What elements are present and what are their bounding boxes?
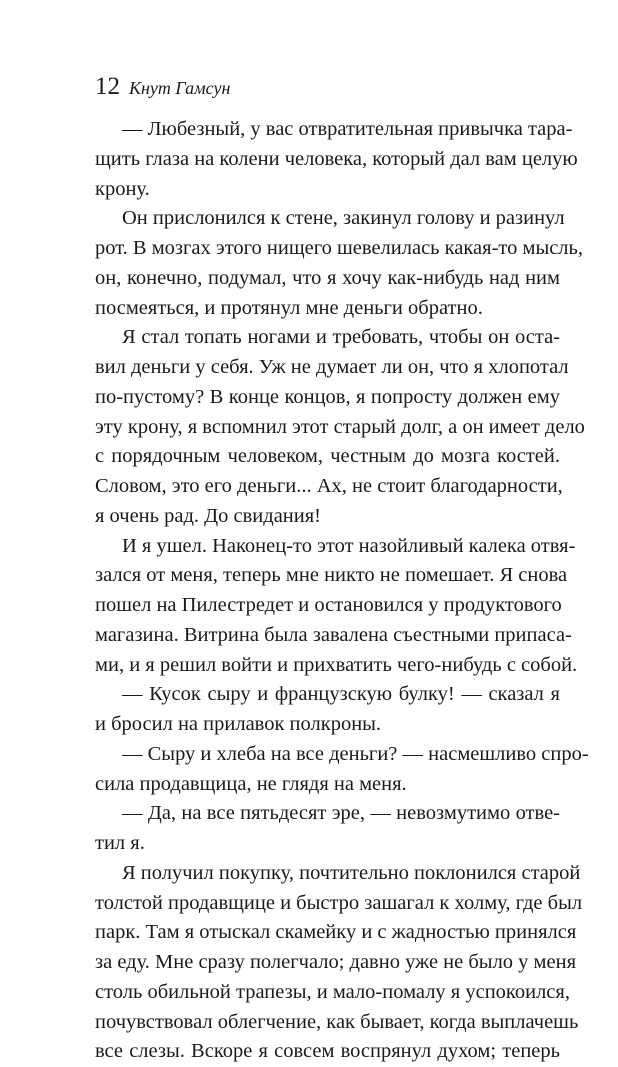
- paragraph: [95, 859, 583, 1067]
- text-line: вил деньги у себя. Уж не думает ли он, что я хлопотал: [95, 356, 569, 378]
- text-line: и бросил на прилавок полкроны.: [95, 713, 382, 735]
- text-line: зался от меня, теперь мне никто не помешает. Я снова: [95, 564, 568, 587]
- text-line: все слезы. Вскоре я совсем воспрянул духом; теперь: [95, 1040, 560, 1063]
- paragraph: [95, 680, 560, 740]
- text-line: Я стал топать ногами и требовать, чтобы он оста-: [122, 326, 560, 349]
- text-line: магазина. Витрина была завалена съестными припаса-: [95, 623, 572, 646]
- text-line: тил я.: [95, 832, 145, 854]
- paragraph: [95, 799, 560, 859]
- text-line: — Сыру и хлеба на все деньги? — насмешливо спро-: [122, 742, 589, 765]
- text-line: Словом, это его деньги... Ах, не стоит благодарности,: [95, 475, 563, 497]
- text-line: за еду. Мне сразу полегчало; давно уже не было у меня: [95, 951, 577, 973]
- text-line: — Да, на все пятьдесят эре, — невозмутимо отве-: [122, 802, 560, 825]
- text-line: он, конечно, подумал, что я хочу как-нибудь над ним: [95, 266, 560, 289]
- text-line: парк. Там я отыскал скамейку и с жадностью принялся: [95, 921, 577, 944]
- running-title: Кнут Гамсун: [129, 78, 231, 98]
- text-line: И я ушел. Наконец-то этот назойливый калека отвя-: [122, 534, 576, 557]
- text-line: ми, и я решил войти и прихватить чего-нибудь с собой.: [95, 653, 578, 676]
- page-header: [95, 73, 230, 101]
- body-text: [95, 115, 589, 1067]
- paragraph: [95, 323, 585, 531]
- text-line: — Кусок сыру и французскую булку! — сказал я: [122, 683, 560, 706]
- text-line: почувствовал облегчение, как бывает, когда выплачешь: [95, 1010, 579, 1033]
- text-line: рот. В мозгах этого нищего шевелилась какая-то мысль,: [95, 237, 584, 259]
- text-line: пошел на Пилестредет и остановился у продуктового: [95, 594, 562, 616]
- text-line: щить глаза на колени человека, который дал вам целую: [95, 147, 578, 170]
- text-line: Я получил покупку, почтительно поклонился старой: [122, 861, 581, 884]
- text-line: толстой продавщице и быстро зашагал к холму, где был: [95, 891, 583, 914]
- paragraph: [95, 532, 578, 681]
- text-line: с порядочным человеком, честным до мозга костей.: [95, 445, 560, 468]
- paragraph: [95, 115, 578, 204]
- text-line: эту крону, я вспомнил этот старый долг, а он имеет дело: [95, 415, 585, 438]
- page-number: 12: [95, 73, 120, 100]
- text-line: сила продавщица, не глядя на меня.: [95, 772, 407, 795]
- text-line: по-пустому? В конце концов, я попросту должен ему: [95, 385, 560, 408]
- text-line: Он прислонился к стене, закинул голову и разинул: [122, 207, 565, 230]
- text-line: крону.: [95, 177, 150, 200]
- text-line: — Любезный, у вас отвратительная привычка тара-: [122, 118, 573, 140]
- text-line: я очень рад. До свидания!: [95, 504, 321, 527]
- paragraph: [95, 740, 589, 800]
- paragraph: [95, 204, 584, 323]
- text-line: столь обильной трапезы, и мало-помалу я успокоился,: [95, 980, 570, 1003]
- text-line: посмеяться, и протянул мне деньги обратно.: [95, 296, 483, 319]
